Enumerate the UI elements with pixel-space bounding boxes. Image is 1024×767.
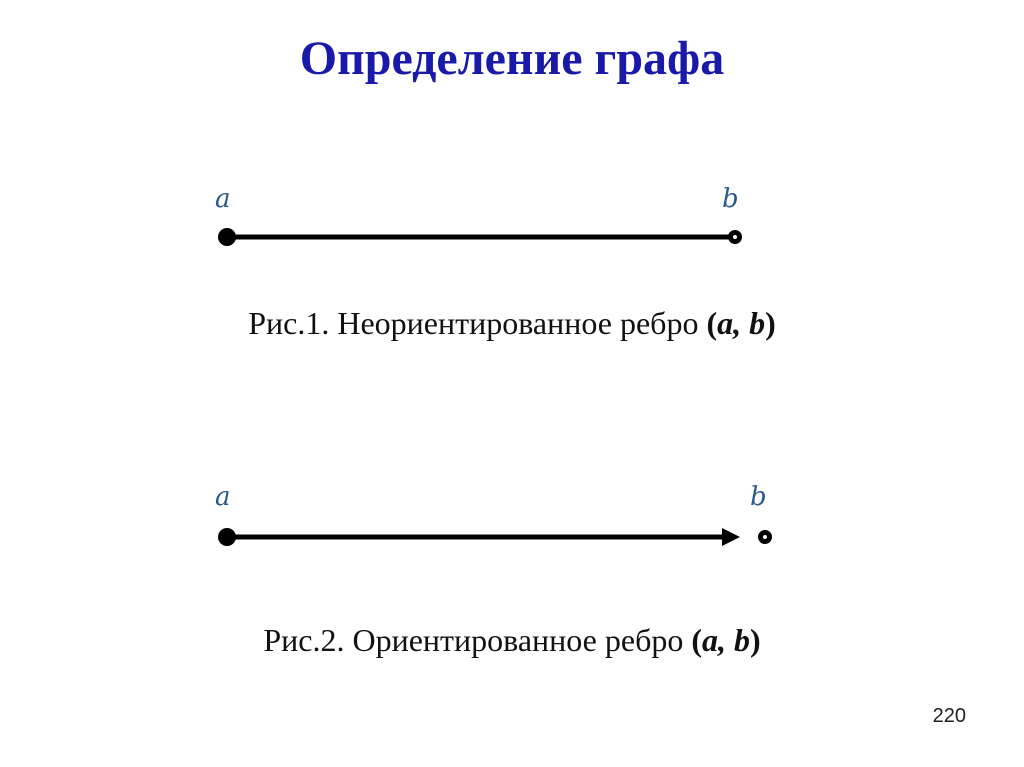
figure2-caption-open: ( [691,622,702,658]
undirected-edge-figure [200,180,800,260]
figure2-caption-close: ) [750,622,761,658]
vertex-a [218,528,236,546]
figure1-caption-b: b [749,305,766,341]
figure2-caption [0,622,1024,659]
vertex-b-highlight [733,235,737,239]
vertex-label-a: a [215,482,231,512]
figure1-caption-open: ( [706,305,718,341]
figure1-caption [0,305,1024,342]
figure2-caption-text: Рис.2. Ориентированное ребро [263,622,692,658]
vertex-label-b: b [722,184,739,214]
figure2-caption-b: b [734,622,750,658]
vertex-a [218,228,236,246]
figure1-caption-close: ) [765,305,776,341]
vertex-label-b: b [750,482,767,512]
figure1-caption-text: Рис.1. Неориентированное ребро [248,305,707,341]
undirected-edge-diagram [200,180,800,260]
figure1-caption-a: a, [717,305,742,341]
page-number: 220 [932,705,966,727]
slide-title: Определение графа [299,32,725,85]
arrowhead-icon [722,528,740,546]
directed-edge-figure [200,480,800,560]
vertex-b-highlight [763,535,767,539]
directed-edge-diagram [200,480,800,560]
figure2-caption-a: a, [702,622,726,658]
vertex-label-a: a [215,184,231,214]
